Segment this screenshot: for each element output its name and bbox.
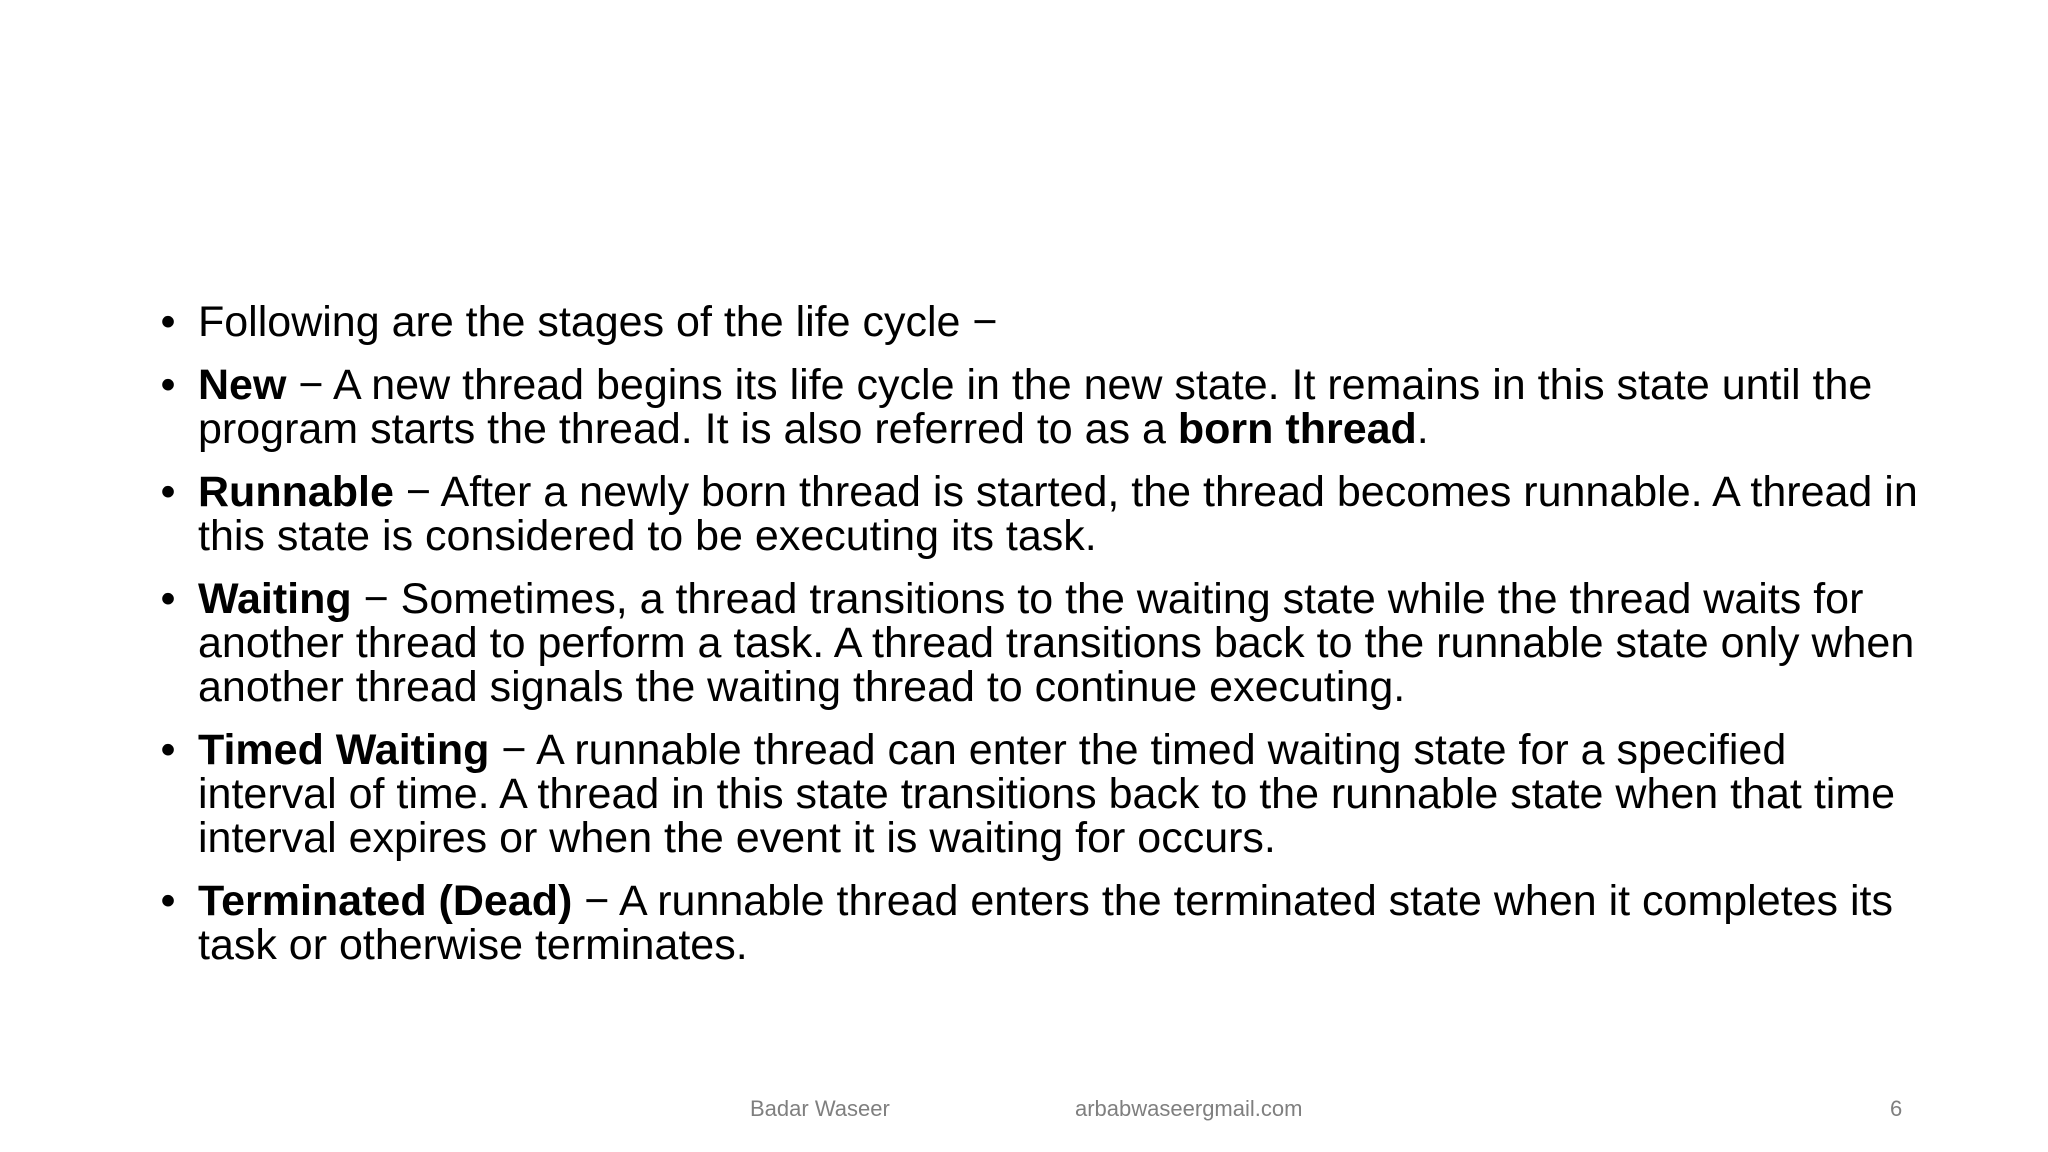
bullet-term: Terminated (Dead) — [198, 877, 573, 925]
bullet-text: − A runnable thread can enter the timed waiting state for a specified interval of time. A thread in this state transitions back to the runnable state when that time interval expires or when the event it is waiting for occurs. — [198, 726, 1896, 862]
footer-email: arbabwaseergmail.com — [1075, 1096, 1303, 1121]
bullet-list — [153, 300, 1933, 986]
bullet-text: Following are the stages of the life cycle − — [198, 298, 998, 346]
slide-number: 6 — [1890, 1096, 1903, 1121]
bullet-text: − Sometimes, a thread transitions to the waiting state while the thread waits for another thread to perform a task. A thread transitions back to the runnable state only when another thread signals the waiting thread to continue executing. — [198, 575, 1915, 711]
bullet-text: − After a newly born thread is started, the thread becomes runnable. A thread in this state is considered to be executing its task. — [198, 468, 1918, 560]
bullet-item — [153, 879, 1933, 967]
bullet-term: New — [198, 361, 287, 409]
bullet-item — [153, 728, 1933, 860]
bullet-text: − A runnable thread enters the terminated state when it completes its task or otherwise terminates. — [198, 877, 1893, 969]
bullet-item — [153, 470, 1933, 558]
bullet-dot: • — [160, 468, 176, 516]
bullet-item — [153, 577, 1933, 709]
bullet-dot: • — [160, 575, 176, 623]
bullet-dot: • — [160, 726, 176, 774]
bullet-item — [153, 363, 1933, 451]
bullet-emphasis: born thread — [1177, 405, 1417, 453]
footer-author: Badar Waseer — [750, 1096, 890, 1121]
bullet-text: − A new thread begins its life cycle in the new state. It remains in this state until the program starts the thread. It is also referred to as a — [198, 361, 1873, 453]
bullet-dot: • — [160, 298, 176, 346]
bullet-dot: • — [160, 361, 176, 409]
bullet-tail: . — [1416, 405, 1429, 453]
bullet-dot: • — [160, 877, 176, 925]
bullet-term: Runnable — [198, 468, 394, 516]
bullet-term: Timed Waiting — [198, 726, 490, 774]
bullet-item — [153, 300, 1933, 344]
bullet-term: Waiting — [198, 575, 352, 623]
